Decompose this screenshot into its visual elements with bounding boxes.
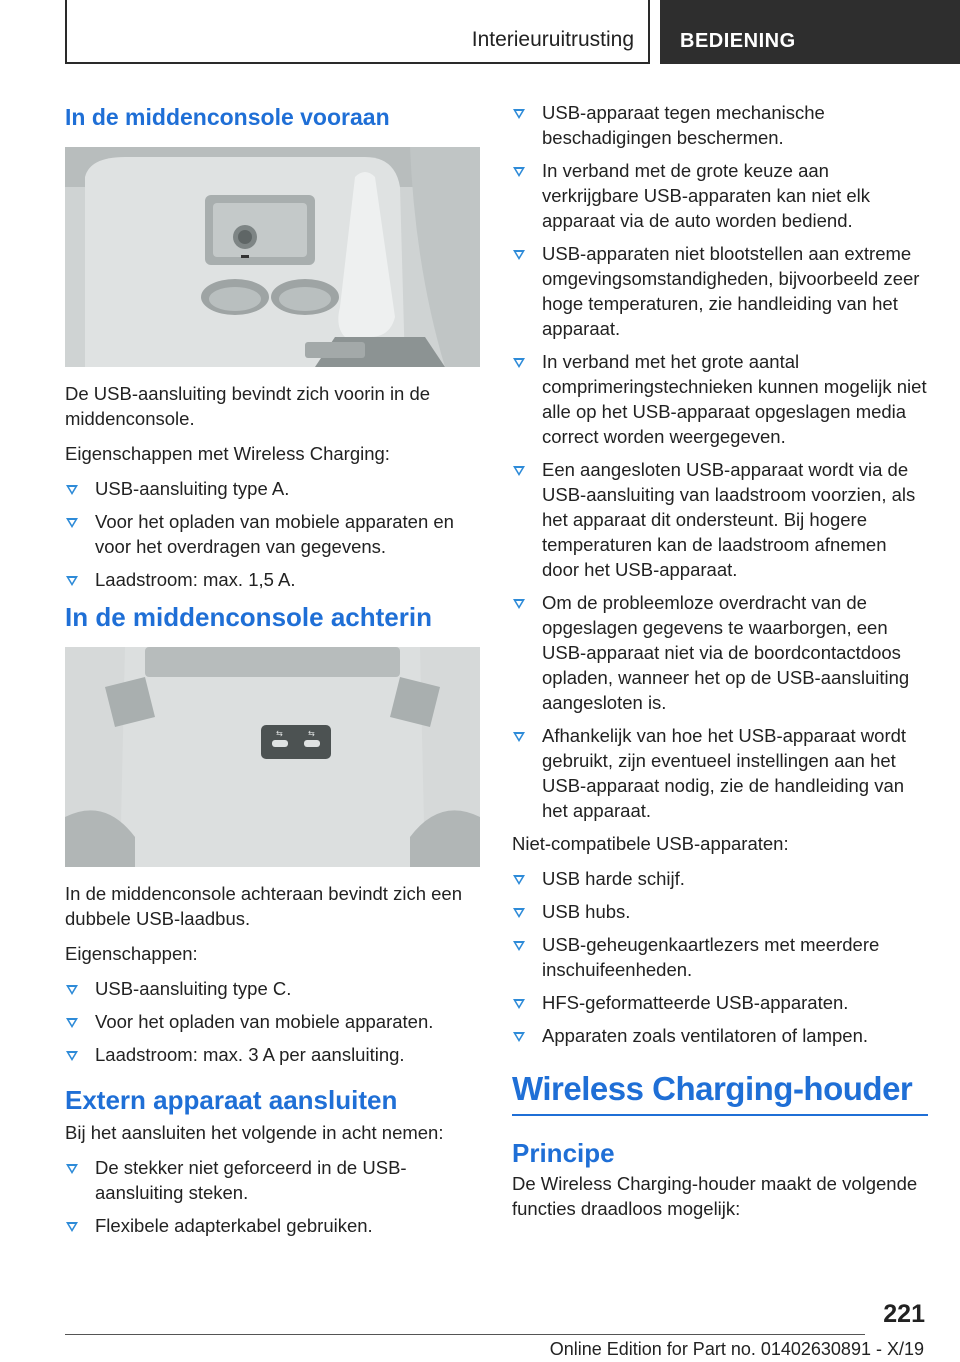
triangle-bullet-icon (513, 1032, 525, 1042)
principe-text: De Wireless Charging-houder maakt de volgende functies draadloos mogelijk: (512, 1173, 918, 1219)
front-properties-label: Eigenschappen met Wireless Charging: (65, 443, 390, 464)
svg-text:⇆: ⇆ (276, 729, 283, 738)
footer-divider (65, 1334, 865, 1335)
list-item: In verband met het grote aantal comprimeringstechnieken kunnen mogelijk niet alle op het USB-apparaat opgeslagen media correct worden weergegeven. (512, 349, 928, 449)
rear-console-photo (65, 647, 480, 867)
list-item: Voor het opladen van mobiele apparaten en voor het overdragen van gegevens. (65, 509, 480, 559)
list-item: Voor het opladen van mobiele apparaten. (65, 1009, 480, 1034)
list-item: Laadstroom: max. 3 A per aansluiting. (65, 1042, 480, 1067)
heading-external-device: Extern apparaat aansluiten (65, 1085, 398, 1115)
list-item: Een aangesloten USB-apparaat wordt via de USB-aansluiting van laadstroom voorzien, als het apparaat dit ondersteunt. Bij hogere temperaturen kan de laadstroom afnemen door het USB-apparaat. (512, 457, 928, 582)
footer-edition-text: Online Edition for Part no. 01402630891 - X/19 (549, 1339, 924, 1359)
triangle-bullet-icon (513, 941, 525, 951)
triangle-bullet-icon (66, 985, 78, 995)
list-item: USB harde schijf. (512, 866, 928, 891)
heading-rear-console: In de middenconsole achterin (65, 602, 432, 632)
header-section-title: Interieuruitrusting (471, 28, 634, 51)
triangle-bullet-icon (513, 358, 525, 368)
page-header (0, 0, 960, 64)
list-item: HFS-geformatteerde USB-apparaten. (512, 990, 928, 1015)
list-item: USB-apparaten niet blootstellen aan extreme omgevingsomstandigheden, bijvoorbeeld zeer hoge temperaturen, zie handleiding van het apparaat. (512, 241, 928, 341)
heading-front-console: In de middenconsole vooraan (65, 104, 390, 130)
list-item: USB-geheugenkaartlezers met meerdere inschuifeenheden. (512, 932, 928, 982)
list-item: Apparaten zoals ventilatoren of lampen. (512, 1023, 928, 1048)
list-item: In verband met de grote keuze aan verkrijgbare USB-apparaten kan niet elk apparaat via de auto worden bediend. (512, 158, 928, 233)
triangle-bullet-icon (513, 875, 525, 885)
triangle-bullet-icon (513, 908, 525, 918)
triangle-bullet-icon (513, 109, 525, 119)
rear-usb-location-text: In de middenconsole achteraan bevindt zich een dubbele USB-laadbus. (65, 883, 462, 929)
triangle-bullet-icon (66, 1018, 78, 1028)
triangle-bullet-icon (513, 250, 525, 260)
external-device-list (65, 1155, 480, 1238)
front-usb-location-text: De USB-aansluiting bevindt zich voorin in de middenconsole. (65, 383, 431, 429)
triangle-bullet-icon (66, 1164, 78, 1174)
page-number: 221 (883, 1300, 925, 1328)
heading-wireless-charging-holder: Wireless Charging-houder (512, 1070, 928, 1116)
list-item: De stekker niet geforceerd in de USB-aansluiting steken. (65, 1155, 480, 1205)
header-chapter-title: BEDIENING (680, 30, 796, 52)
triangle-bullet-icon (66, 518, 78, 528)
svg-text:⇆: ⇆ (308, 729, 315, 738)
left-column (65, 100, 480, 1246)
triangle-bullet-icon (513, 466, 525, 476)
triangle-bullet-icon (66, 1051, 78, 1061)
incompatible-devices-list (512, 866, 928, 1048)
front-properties-list (65, 476, 480, 592)
rear-properties-label: Eigenschappen: (65, 943, 198, 964)
heading-principe: Principe (512, 1138, 615, 1168)
triangle-bullet-icon (513, 167, 525, 177)
triangle-bullet-icon (513, 999, 525, 1009)
right-column (512, 100, 928, 1231)
list-item: Om de probleemloze overdracht van de opgeslagen gegevens te waarborgen, een USB-apparaat niet via de boordcontactdoos opladen, wanneer het op de USB-aansluiting aangesloten is. (512, 590, 928, 715)
list-item: USB-apparaat tegen mechanische beschadigingen beschermen. (512, 100, 928, 150)
triangle-bullet-icon (513, 599, 525, 609)
list-item: Flexibele adapterkabel gebruiken. (65, 1213, 480, 1238)
list-item: Laadstroom: max. 1,5 A. (65, 567, 480, 592)
rear-properties-list (65, 976, 480, 1067)
list-item: Afhankelijk van hoe het USB-apparaat wordt gebruikt, zijn eventueel instellingen aan het USB-apparaat nodig, zie de handleiding van het apparaat. (512, 723, 928, 823)
external-device-intro: Bij het aansluiten het volgende in acht nemen: (65, 1122, 444, 1143)
header-section-box (65, 0, 650, 64)
header-chapter-tab (660, 0, 960, 64)
triangle-bullet-icon (513, 732, 525, 742)
usb-guidelines-list (512, 100, 928, 823)
triangle-bullet-icon (66, 576, 78, 586)
incompatible-devices-label: Niet-compatibele USB-apparaten: (512, 833, 789, 854)
list-item: USB-aansluiting type A. (65, 476, 480, 501)
front-console-photo (65, 147, 480, 367)
triangle-bullet-icon (66, 485, 78, 495)
list-item: USB-aansluiting type C. (65, 976, 480, 1001)
list-item: USB hubs. (512, 899, 928, 924)
triangle-bullet-icon (66, 1222, 78, 1232)
